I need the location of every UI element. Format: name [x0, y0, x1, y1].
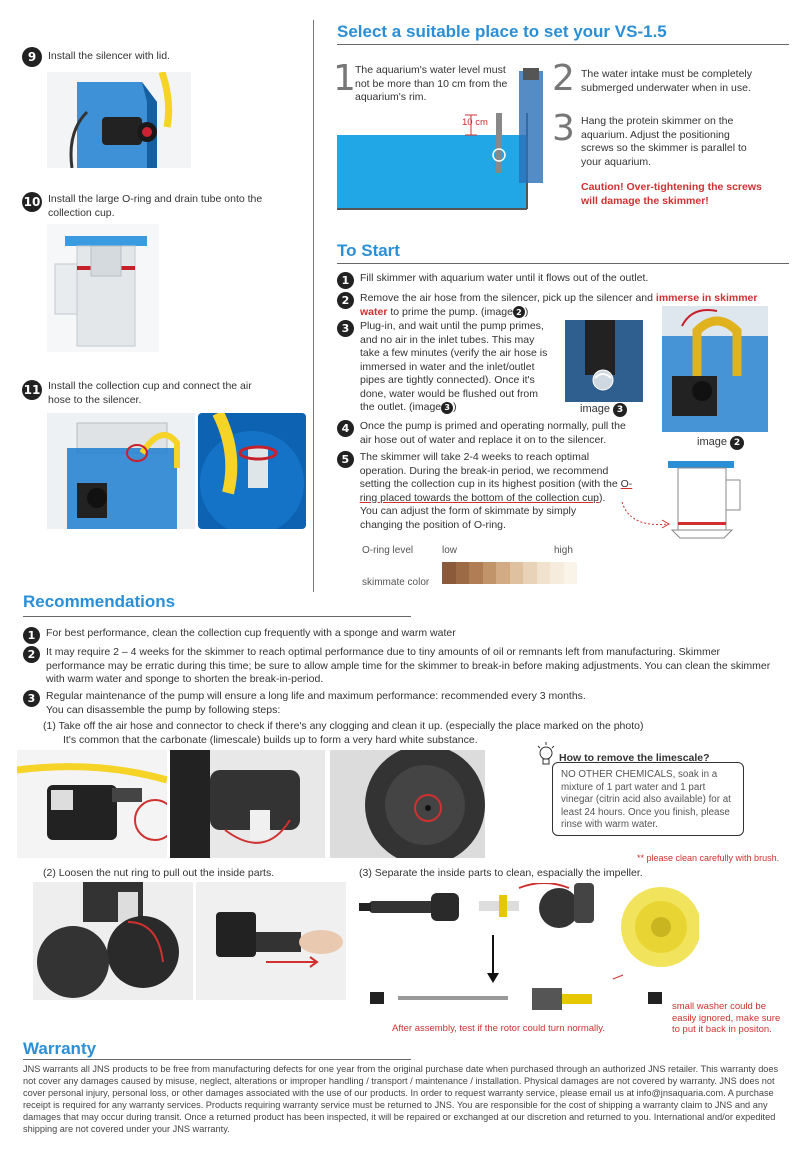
impeller-closeup: [603, 875, 699, 985]
sub-step-3: (3) Separate the inside parts to clean, espacially the impeller.: [359, 867, 643, 879]
column-divider: [313, 20, 314, 592]
skimmate-note: You can adjust the form of skimmate by simply changing the position of O-ring.: [360, 505, 577, 531]
place-item-3-text: Hang the protein skimmer on the aquarium. Adjust the positioning screws so the skimmer is parallel to your aquarium.: [581, 115, 747, 168]
step-text: Fill skimmer with aquarium water until it flows out of the outlet.: [360, 272, 649, 284]
rec-3: [23, 690, 783, 717]
step-10: [22, 192, 292, 220]
step-text: For best performance, clean the collection cup frequently with a sponge and warm water: [46, 627, 456, 639]
step-text: Install the silencer with lid.: [48, 50, 170, 62]
step-number: 1: [23, 627, 40, 644]
start-step-4: [337, 420, 637, 447]
place-item-2-text: The water intake must be completely submerged underwater when in use.: [581, 68, 752, 94]
sub-step-1: (1) Take off the air hose and connector to check if there's any clogging and clean it up. (especially the place marked on the photo) It's common that the carbonate (limescale) builds up to form a very hard white substance.: [43, 720, 644, 746]
start-step-3: [337, 320, 567, 415]
skimmate-swatch: [442, 562, 456, 584]
limescale-title: How to remove the limescale?: [559, 752, 710, 764]
caution-text: Caution! Over-tightening the screws will damage the skimmer!: [581, 181, 762, 207]
skimmate-swatch: [496, 562, 510, 584]
skimmate-swatch: [550, 562, 564, 584]
start-step-1: [337, 272, 787, 289]
select-place-title: Select a suitable place to set your VS-1.5: [337, 22, 667, 41]
silencer-photo: [47, 72, 191, 168]
skimmate-swatch: [510, 562, 524, 584]
skimmate-swatch: [564, 562, 578, 584]
image-2-photo: [662, 306, 768, 432]
step-number: 11: [22, 380, 42, 400]
recommendations-title: Recommendations: [23, 592, 176, 611]
place-item-1-text: The aquarium's water level must not be more than 10 cm from the aquarium's rim.: [355, 64, 508, 103]
image-2-caption: image 2: [697, 436, 744, 450]
washer-note: small washer could be easily ignored, make sure to put it back in positon.: [672, 1001, 781, 1035]
skimmate-color-label: skimmate color: [362, 577, 430, 588]
step-text: Once the pump is primed and operating normally, pull the air hose out of water and replace it on to the silencer.: [359, 420, 626, 446]
brush-note: ** please clean carefully with brush.: [637, 853, 780, 863]
step-text: Remove the air hose from the silencer, pick up the silencer and immerse in skimmer water to prime the pump. (image 2 ): [360, 292, 758, 318]
image-3-caption: image 3: [580, 403, 627, 417]
step-number: 3: [337, 320, 354, 337]
step-text: The skimmer will take 2-4 weeks to reach optimal operation. During the break-in period, we recommend setting the collection cup in its highest position (with the O-ring placed towards the bottom of the collection cup).: [359, 451, 633, 504]
collection-cup-drawing: [664, 458, 746, 540]
title-rule: [337, 263, 789, 264]
step-number: 1: [337, 272, 354, 289]
warranty-title: Warranty: [23, 1039, 97, 1058]
pump-photo-1: [17, 750, 167, 858]
pump-photo-2: [170, 750, 325, 858]
skimmate-swatch: [537, 562, 551, 584]
pointer-arrow: [620, 500, 672, 530]
step-number: 10: [22, 192, 42, 212]
step-number: 2: [337, 292, 354, 309]
dimension-label: 10 cm: [462, 117, 488, 128]
start-step-5: [337, 451, 637, 505]
collection-cup-installed-photo: [47, 413, 195, 529]
air-hose-closeup-photo: [198, 413, 306, 529]
title-rule: [23, 616, 411, 617]
step-number: 2: [23, 646, 40, 663]
step-text: Plug-in, and wait until the pump primes, and no air in the inlet tubes. This may take a few minutes (verify the air hose is immersed in water and the inlet/outlet pipes are tightly connected). Once it's done, water would be flushed out from the outlet. (image 3 ): [360, 320, 548, 413]
step-text: Regular maintenance of the pump will ensure a long life and maximum performance: recommended every 3 months. You can disassemble the pump by following steps:: [46, 690, 586, 716]
step-number: 4: [337, 420, 354, 437]
to-start-title: To Start: [337, 241, 400, 260]
skimmate-swatch: [523, 562, 537, 584]
rotor-note: After assembly, test if the rotor could turn normally.: [392, 1023, 605, 1034]
skimmate-color-scale: [442, 562, 577, 584]
step-text: Install the large O-ring and drain tube onto the collection cup.: [48, 193, 263, 219]
step-number: 3: [23, 690, 40, 707]
low-label: low: [442, 545, 458, 556]
limescale-text: NO OTHER CHEMICALS, soak in a mixture of 1 part water and 1 part vinegar (citrin acid also available) for at least 24 hours. Once you finish, please rinse with warm water.: [561, 769, 731, 830]
down-arrow: [486, 935, 500, 985]
place-item-3-number: 3: [552, 108, 575, 149]
image-3-photo: [565, 320, 643, 402]
pump-photo-3: [330, 750, 485, 858]
warranty-text: JNS warrants all JNS products to be free from manufacturing defects for one year from the original purchase date when purchased through an authorized JNS retailer. This warranty does not cover any damages caused by misuse, neglect, alterations or improper handling / transport / maintenance / installation. Physical damages are not covered by warranty. JNS does not cover personal injury, personal loss, or other damages associated with the use of our products. In order to request warranty service, please email us at info@jnsaquaria.com. A purchase receipt is required for any warranty services. Products requiring warranty service must be returned to JNS. You are responsible for the cost of shipping a warranty claim to JNS and any damages that may occur during transit. Once a returned product has been inspected, it will be repaired or exchanged at our discretion and returned to you. International and/or expedited shipping are not covered under your JNS warranty.: [23, 1064, 779, 1134]
pump-nut-photo: [33, 882, 193, 1000]
pump-pull-photo: [196, 882, 346, 1000]
high-label: high: [554, 545, 573, 556]
skimmate-swatch: [456, 562, 470, 584]
rec-2: [23, 646, 783, 687]
step-text: Install the collection cup and connect the air hose to the silencer.: [48, 380, 252, 406]
oring-level-label: O-ring level: [362, 545, 414, 556]
sub-step-2: (2) Loosen the nut ring to pull out the inside parts.: [43, 867, 275, 879]
step-9: [22, 47, 292, 67]
collection-cup-photo: [47, 224, 159, 352]
title-rule: [23, 1059, 411, 1060]
place-item-2-number: 2: [552, 58, 575, 99]
aquarium-diagram: [337, 63, 547, 211]
title-rule: [337, 44, 789, 45]
step-number: 5: [337, 451, 354, 468]
step-11: [22, 380, 292, 407]
step-text: It may require 2 – 4 weeks for the skimmer to reach optimal performance due to tiny amounts of oil or remnants left from manufacturing. Skimmer performance may be erratic during this time; be sure to allow ample time for the skimmer to break-in before making adjustments. You can clean the skimmer with warm water and sponge to shorten the break-in-period.: [46, 646, 771, 685]
skimmate-swatch: [469, 562, 483, 584]
step-number: 9: [22, 47, 42, 67]
place-item-1-number: 1: [333, 58, 356, 99]
rec-1: [23, 627, 783, 644]
parts-exploded-bottom: [370, 980, 670, 1020]
skimmate-swatch: [483, 562, 497, 584]
